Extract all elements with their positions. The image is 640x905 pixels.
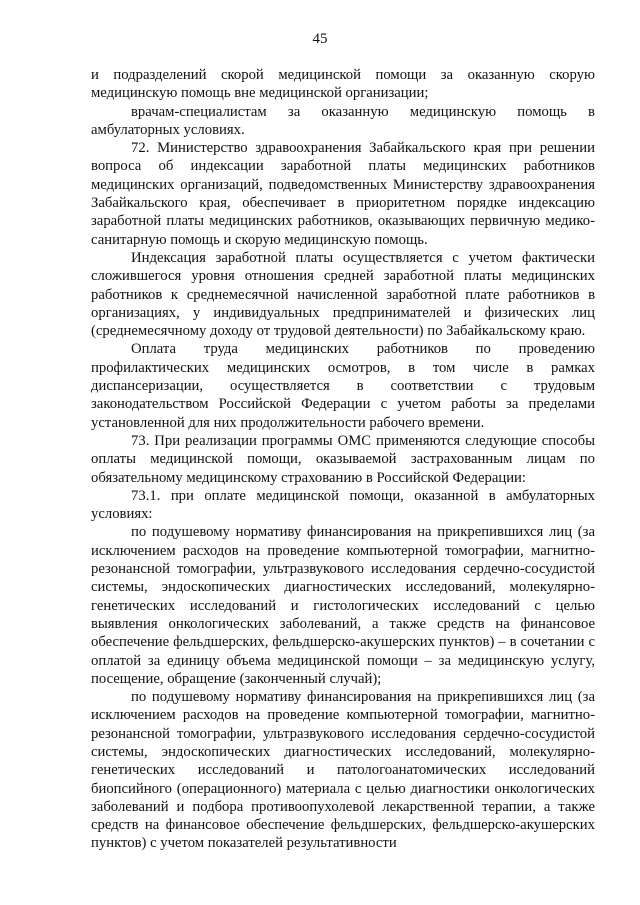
paragraph-per-capita-1: по подушевому нормативу финансирования на прикрепившихся лиц (за исключением расходов на проведение компьютерной томографии, магнитно-резонансной томографии, ультразвукового исследования сердечно-сосудистой системы, эндоскопических диагностических исследований, молекулярно-генетических исследований и гистологических исследований с целью выявления онкологических заболеваний, а также средств на финансовое обеспечение фельдшерских, фельдшерско-акушерских пунктов) – в сочетании с оплатой за единицу объема медицинской помощи – за медицинскую услугу, посещение, обращение (законченный случай);: [91, 524, 595, 687]
paragraph-73-1: 73.1. при оплате медицинской помощи, оказанной в амбулаторных условиях:: [91, 487, 595, 523]
paragraph-73: 73. При реализации программы ОМС применяются следующие способы оплаты медицинской помощи, оказываемой застрахованным лицам по обязательному медицинскому страхованию в Российской Федерации:: [91, 432, 595, 486]
paragraph-continuation: и подразделений скорой медицинской помощи за оказанную скорую медицинскую помощь вне медицинской организации;: [91, 67, 595, 102]
paragraph-specialists: врачам-специалистам за оказанную медицинскую помощь в амбулаторных условиях.: [91, 103, 595, 138]
paragraph-payment: Оплата труда медицинских работников по проведению профилактических медицинских осмотров, в том числе в рамках диспансеризации, осуществляется в соответствии с трудовым законодательством Российской Федерации с учетом работы за пределами установленной для них продолжительности рабочего времени.: [91, 341, 595, 431]
paragraph-72: 72. Министерство здравоохранения Забайкальского края при решении вопроса об индексации заработной платы медицинских работников медицинских организаций, подведомственных Министерству здравоохранения Забайкальского края, обеспечивает в приоритетном порядке индексацию заработной платы медицинских работников, оказывающих первичную медико-санитарную помощь и скорую медицинскую помощь.: [91, 140, 595, 248]
page-number: 45: [312, 31, 328, 47]
paragraph-indexation: Индексация заработной платы осуществляется с учетом фактически сложившегося уровня отношения средней заработной платы медицинских работников к среднемесячной начисленной заработной плате работников в организациях, у индивидуальных предпринимателей и физических лиц (среднемесячному доходу от трудовой деятельности) по Забайкальскому краю.: [91, 249, 595, 340]
document-body: [91, 66, 595, 853]
paragraph-per-capita-2: по подушевому нормативу финансирования на прикрепившихся лиц (за исключением расходов на проведение компьютерной томографии, магнитно-резонансной томографии, ультразвукового исследования сердечно-сосудистой системы, эндоскопических диагностических исследований, молекулярно-генетических исследований и патологоанатомических исследований биопсийного (операционного) материала с целью диагностики онкологических заболеваний и подбора противоопухолевой лекарственной терапии, а также средств на финансовое обеспечение фельдшерских, фельдшерско-акушерских пунктов) с учетом показателей результативности: [91, 689, 595, 852]
